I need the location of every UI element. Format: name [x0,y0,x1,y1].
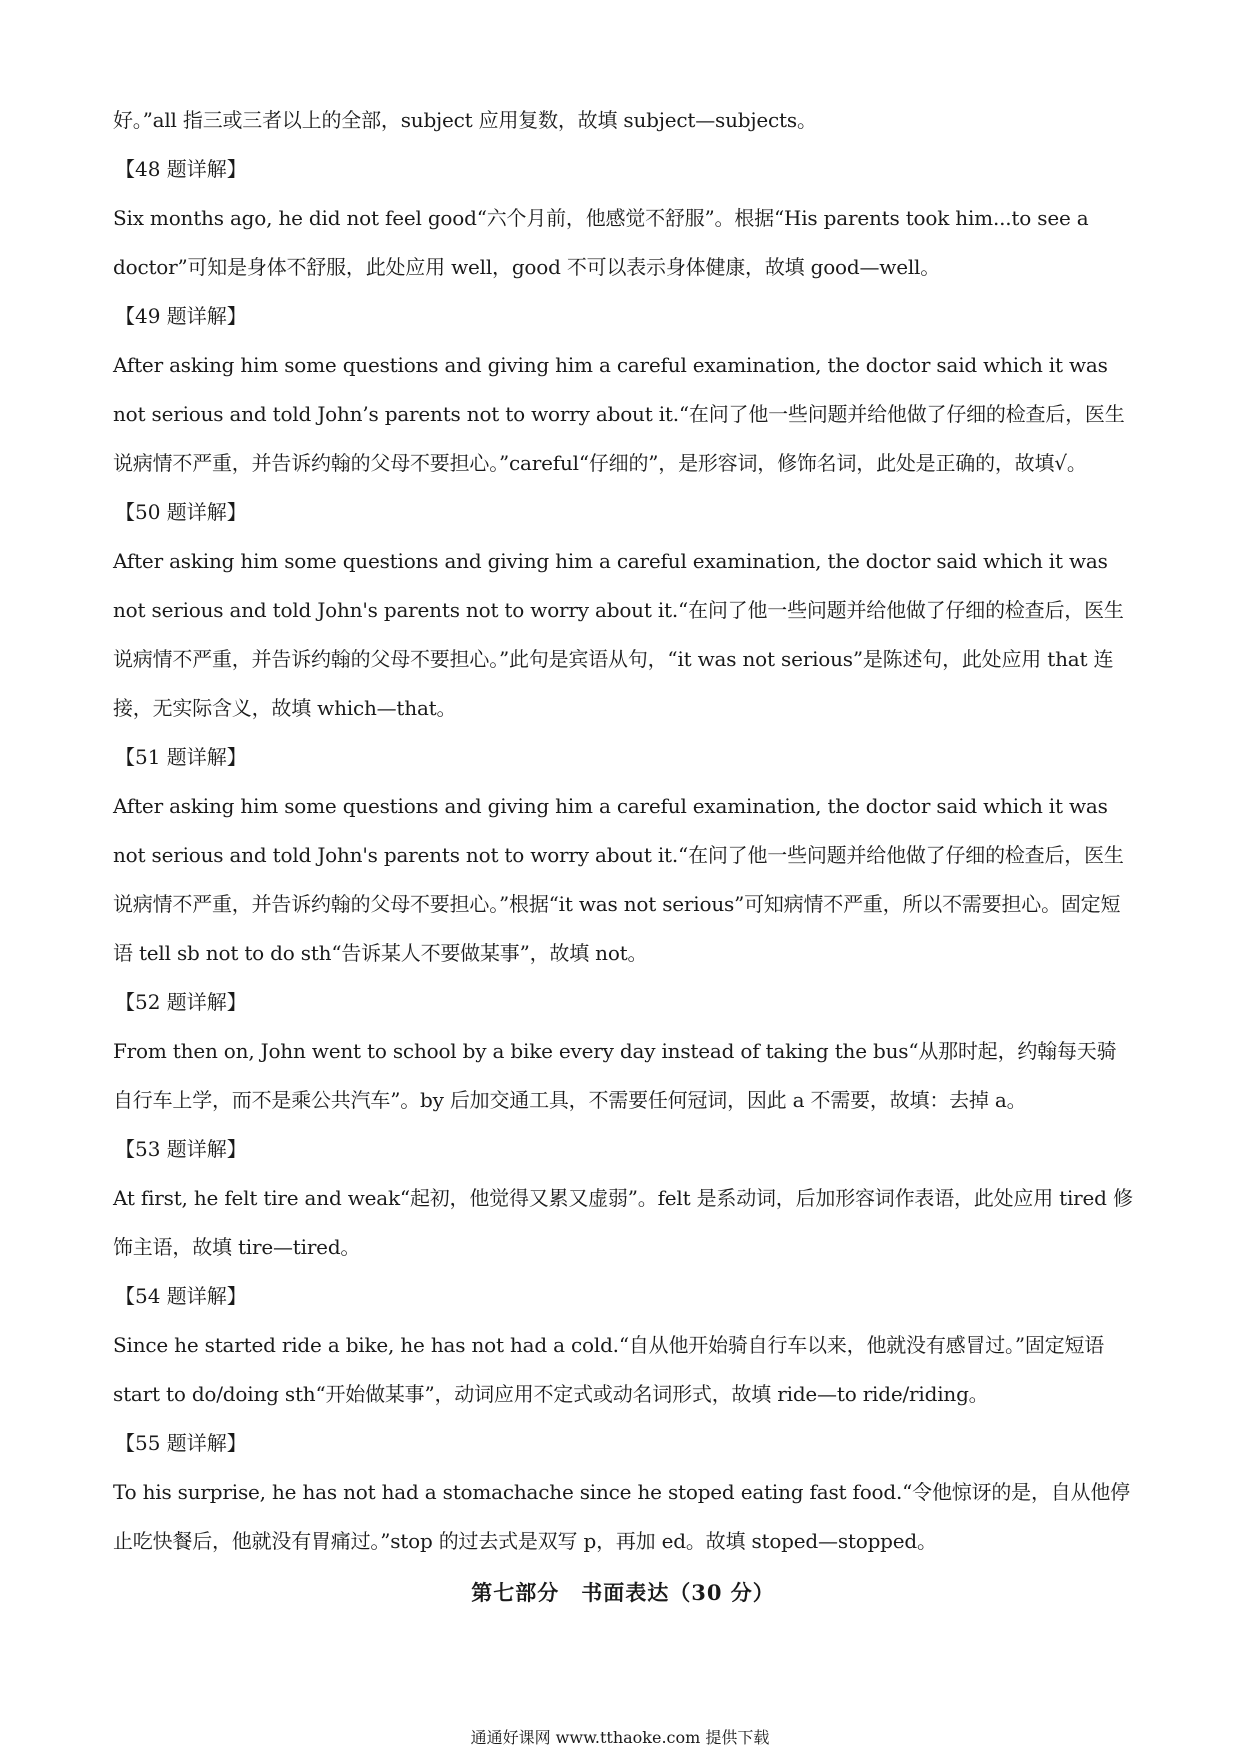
paragraph-47-tail: 好。”all 指三或三者以上的全部，subject 应用复数，故填 subject—subjects。 [113,108,817,132]
heading-55: 【55 题详解】 [115,1431,247,1455]
paragraph-48: Six months ago, he did not feel good“六个月前，他感觉不舒服”。根据“His parents took him...to see a doctor”可知是身体不舒服，此处应用 well，good 不可以表示身体健康，故填 good—well。 [113,206,1089,279]
document-page [113,96,1133,1618]
heading-51: 【51 题详解】 [115,745,247,769]
page-footer: 通通好课网 www.tthaoke.com 提供下载 [470,1728,770,1747]
section-title-part-7: 第七部分 书面表达（30 分） [471,1580,775,1605]
heading-53: 【53 题详解】 [115,1137,247,1161]
heading-52: 【52 题详解】 [115,990,247,1014]
heading-48: 【48 题详解】 [115,157,247,181]
paragraph-53: At first, he felt tire and weak“起初，他觉得又累又虚弱”。felt 是系动词，后加形容词作表语，此处应用 tired 修饰主语，故填 tire—tired。 [113,1186,1133,1259]
heading-54: 【54 题详解】 [115,1284,247,1308]
paragraph-50: After asking him some questions and giving him a careful examination, the doctor said which it was not serious and told John's parents not to worry about it.“在问了他一些问题并给他做了仔细的检查后，医生说病情不严重，并告诉约翰的父母不要担心。”此句是宾语从句，“it was not serious”是陈述句，此处应用 that 连接，无实际含义，故填 which—that。 [113,549,1124,720]
paragraph-49: After asking him some questions and giving him a careful examination, the doctor said which it was not serious and told John’s parents not to worry about it.“在问了他一些问题并给他做了仔细的检查后，医生说病情不严重，并告诉约翰的父母不要担心。”careful“仔细的”，是形容词，修饰名词，此处是正确的，故填√。 [113,353,1125,475]
paragraph-52: From then on, John went to school by a bike every day instead of taking the bus“从那时起，约翰每天骑自行车上学，而不是乘公共汽车”。by 后加交通工具，不需要任何冠词，因此 a 不需要，故填：去掉 a。 [113,1039,1117,1112]
paragraph-55: To his surprise, he has not had a stomachache since he stoped eating fast food.“令他惊讶的是，自从他停止吃快餐后，他就没有胃痛过。”stop 的过去式是双写 p，再加 ed。故填 stoped—stopped。 [113,1480,1130,1553]
heading-50: 【50 题详解】 [115,500,247,524]
paragraph-54: Since he started ride a bike, he has not had a cold.“自从他开始骑自行车以来，他就没有感冒过。”固定短语 start to do/doing sth“开始做某事”，动词应用不定式或动名词形式，故填 ride—to ride/riding。 [113,1333,1105,1406]
paragraph-51: After asking him some questions and giving him a careful examination, the doctor said which it was not serious and told John's parents not to worry about it.“在问了他一些问题并给他做了仔细的检查后，医生说病情不严重，并告诉约翰的父母不要担心。”根据“it was not serious”可知病情不严重，所以不需要担心。固定短语 tell sb not to do sth“告诉某人不要做某事”，故填 not。 [113,794,1124,965]
heading-49: 【49 题详解】 [115,304,247,328]
